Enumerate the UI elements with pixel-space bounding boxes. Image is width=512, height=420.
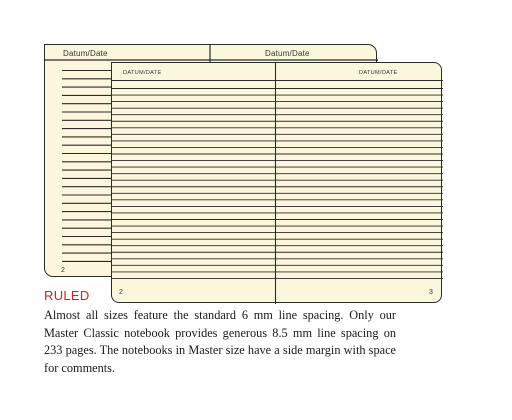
front-date-label-right: DATUM/DATE [359,70,398,76]
front-page-number-left: 2 [119,289,123,296]
front-date-label-left: DATUM/DATE [123,70,162,76]
back-date-label-right: Datum/Date [265,49,310,58]
front-page-number-right: 3 [429,289,433,296]
caption-text: Almost all sizes feature the standard 6 mm line spacing. Only our Master Classic notebook provides generous 8.5 mm line spacing on 233 pages. The notebooks in Master size have a side margin with space for comments. [44,308,396,375]
front-ruled-lines [112,63,412,213]
back-page-number-left: 2 [61,267,65,274]
back-date-label-left: Datum/Date [63,49,108,58]
caption-title: RULED [44,288,90,303]
standard-notebook-spread [111,62,442,303]
caption-block [44,288,396,377]
